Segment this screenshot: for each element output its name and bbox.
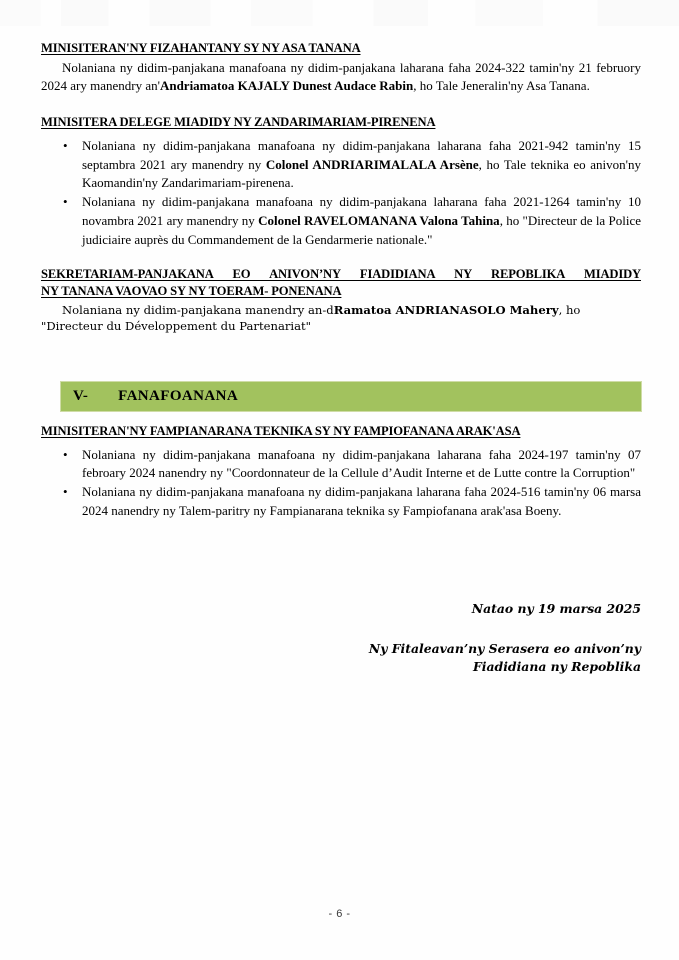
list-item-text: Nolaniana ny didim-panjakana manafoana ny didim-panjakana laharana faha 2024-197 tamin'ny 07 febroary 2024 nanendry ny "Coordonnateur de la Cellule d’Audit Interne et de Lutte contre la Corruption" — [82, 446, 641, 481]
signature-org-line-1: Ny Fitaleavan’ny Serasera eo anivon’ny — [368, 640, 641, 656]
bullet-dot-icon: • — [63, 446, 68, 462]
paragraph-tourism-ministry — [41, 59, 641, 96]
section-banner-fanafoanana — [60, 381, 642, 412]
signature-org-line-2: Fiadidiana ny Repoblika — [473, 658, 641, 674]
bullet-dot-icon: • — [63, 137, 68, 153]
bullet-list-gendarmerie — [41, 137, 641, 249]
signature-date: Natao ny 19 marsa 2025 — [471, 601, 641, 616]
signature-block — [321, 600, 641, 676]
section-heading-technical-education-ministry: MINISITERAN'NY FAMPIANARANA TEKNIKA SY NY FAMPIOFANANA ARAK'ASA — [41, 424, 521, 438]
heading-line-1: SEKRETARIAM-PANJAKANA EO ANIVON’NY FIADIDIANA NY REPOBLIKA MIADIDY — [41, 267, 641, 282]
appointee-name-bold: Colonel ANDRIARIMALALA Arsène — [265, 156, 479, 172]
page-number: - 6 - — [328, 908, 351, 920]
bullet-dot-icon: • — [63, 194, 68, 210]
section-heading-gendarmerie-ministry: MINISITERA DELEGE MIADIDY NY ZANDARIMARIAM-PIRENENA — [41, 115, 436, 130]
appointee-name-bold: Ramatoa ANDRIANASOLO Mahery — [333, 302, 559, 317]
list-item — [41, 137, 641, 193]
heading-line-2: NY TANANA VAOVAO SY NY TOERAM- PONENANA — [41, 283, 342, 298]
list-item — [41, 193, 641, 249]
document-body — [41, 40, 641, 335]
list-item — [41, 446, 641, 483]
paragraph-state-secretariat — [41, 302, 641, 335]
bullet-list-section-five — [41, 446, 641, 521]
list-text-part1: Nolaniana ny didim-panjakana manafoana ny didim-panjakana laharana faha 2021-942 tamin'ny 15 septambra 2021 ary manendry ny — [82, 137, 641, 172]
paragraph-text-part1: Nolaniana ny didim-panjakana manafoana ny didim-panjakana laharana faha 2024-322 tamin'ny 21 februory 2024 ary manendry an' — [41, 59, 641, 94]
appointee-name-bold: Colonel RAVELOMANANA Valona Tahina — [258, 212, 500, 228]
section-heading-state-secretariat — [41, 266, 641, 299]
list-item — [41, 483, 641, 520]
paragraph-text-part2: , ho Tale Jeneralin'ny Asa Tanana. — [413, 78, 590, 94]
section-five-body — [41, 423, 641, 521]
paragraph-text-part1: Nolaniana ny didim-panjakana manendry an-d — [62, 302, 334, 317]
paragraph-text-part2: , ho "Directeur du Développement du Partenariat" — [41, 302, 581, 334]
scan-artifact-strip — [0, 0, 679, 26]
list-text-part2: , ho "Directeur de la Police judiciaire auprès du Commandement de la Gendarmerie nationale." — [82, 212, 641, 247]
list-text-part1: Nolaniana ny didim-panjakana manafoana ny didim-panjakana laharana faha 2021-1264 tamin'ny 10 novambra 2021 ary manendry ny — [82, 194, 641, 228]
list-item-text — [82, 193, 641, 249]
list-item-text — [82, 137, 641, 193]
list-item-text: Nolaniana ny didim-panjakana manafoana ny didim-panjakana laharana faha 2024-516 tamin'ny 06 marsa 2024 nanendry ny Talem-paritry ny Fampianarana teknika sy Fampiofanana arak'asa Boeny. — [82, 484, 641, 518]
appointee-name-bold: Andriamatoa KAJALY Dunest Audace Rabin — [159, 78, 414, 94]
banner-roman-numeral: V- — [73, 388, 89, 404]
banner-title: FANAFOANANA — [118, 388, 239, 404]
section-heading-tourism-ministry: MINISITERAN'NY FIZAHANTANY SY NY ASA TANANA — [41, 41, 361, 55]
bullet-dot-icon: • — [63, 484, 68, 500]
list-text-part2: , ho Tale teknika eo anivon'ny Kaomandin'ny Zandarimariam-pirenena. — [82, 156, 641, 191]
